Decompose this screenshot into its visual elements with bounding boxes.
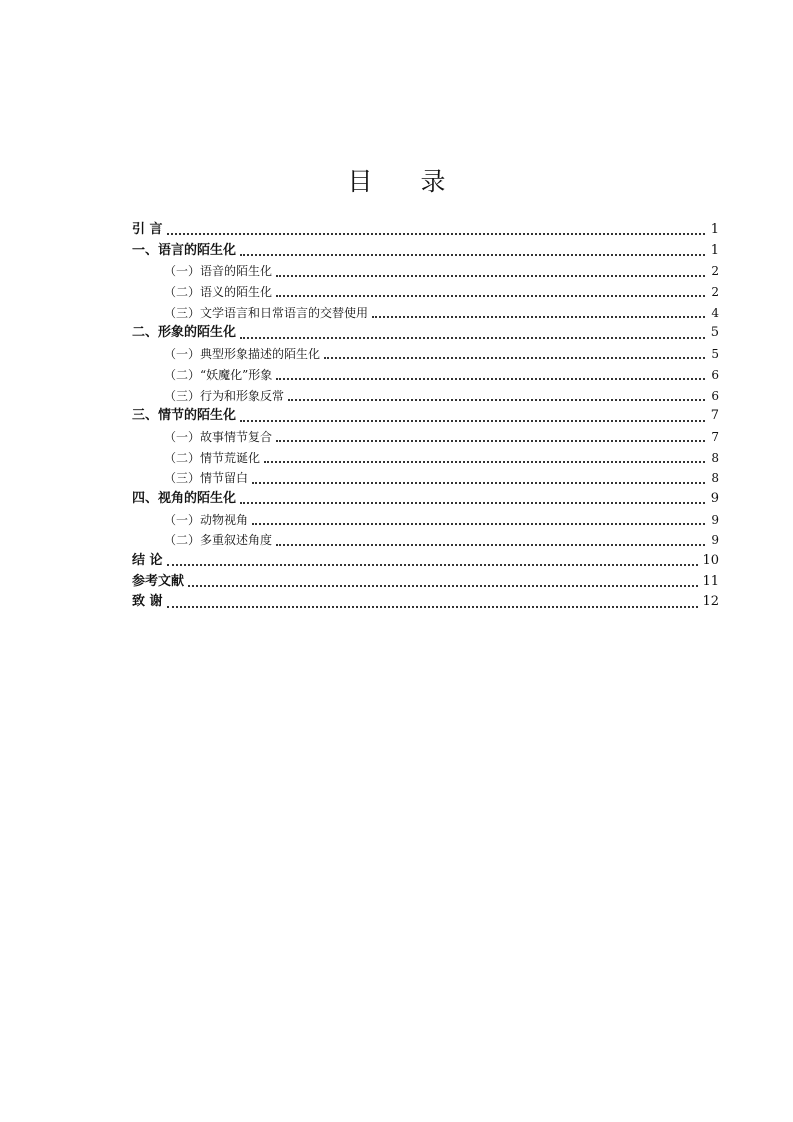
toc-entry bbox=[132, 406, 719, 427]
toc-entry-label: （二）情节荒诞化 bbox=[164, 450, 261, 465]
toc-entry bbox=[132, 386, 719, 407]
toc-entry bbox=[132, 448, 719, 469]
toc-leader-dots bbox=[276, 544, 705, 546]
toc-leader-dots bbox=[240, 337, 705, 339]
toc-entry-label: （二）语义的陌生化 bbox=[164, 285, 273, 300]
toc-leader-dots bbox=[264, 461, 705, 463]
toc-entry bbox=[132, 344, 719, 365]
toc-leader-dots bbox=[240, 502, 705, 504]
toc-entry-label: 致 谢 bbox=[132, 594, 163, 610]
toc-entry-label: 引 言 bbox=[132, 222, 163, 237]
toc-entry-label: （一）动物视角 bbox=[164, 512, 249, 527]
toc-entry-label: 参考文献 bbox=[132, 573, 185, 589]
toc-entry-label: （一）典型形象描述的陌生化 bbox=[164, 347, 321, 362]
toc-leader-dots bbox=[276, 275, 705, 277]
toc-leader-dots bbox=[240, 420, 705, 422]
toc-entry-page: 6 bbox=[711, 367, 719, 382]
toc-entry bbox=[132, 282, 719, 303]
toc-leader-dots bbox=[167, 606, 699, 608]
toc-entry bbox=[132, 365, 719, 386]
toc-entry-label: （一）语音的陌生化 bbox=[164, 264, 273, 279]
toc-title: 目 录 bbox=[347, 167, 466, 196]
toc-entry-page: 4 bbox=[711, 305, 719, 320]
toc-entry-label: 四、视角的陌生化 bbox=[132, 490, 237, 506]
toc-entry-page: 12 bbox=[702, 594, 719, 610]
toc-leader-dots bbox=[288, 399, 705, 401]
table-of-contents bbox=[132, 220, 719, 613]
toc-leader-dots bbox=[276, 295, 705, 297]
toc-entry-label: 三、情节的陌生化 bbox=[132, 408, 237, 424]
toc-entry-label: （三）情节留白 bbox=[164, 471, 249, 486]
toc-entry-page: 5 bbox=[710, 325, 719, 341]
toc-entry-page: 2 bbox=[711, 285, 719, 300]
toc-entry bbox=[132, 323, 719, 344]
toc-entry bbox=[132, 468, 719, 489]
toc-entry bbox=[132, 241, 719, 262]
toc-entry-page: 1 bbox=[710, 222, 719, 237]
toc-leader-dots bbox=[372, 316, 705, 318]
toc-entry bbox=[132, 489, 719, 510]
toc-entry bbox=[132, 427, 719, 448]
toc-leader-dots bbox=[252, 482, 705, 484]
toc-entry bbox=[132, 510, 719, 531]
toc-entry-page: 7 bbox=[711, 429, 719, 444]
toc-entry bbox=[132, 530, 719, 551]
toc-entry-page: 9 bbox=[710, 490, 719, 506]
toc-entry-page: 11 bbox=[702, 573, 719, 589]
toc-entry-label: （二）“妖魔化”形象 bbox=[164, 367, 273, 382]
toc-entry-page: 7 bbox=[710, 408, 719, 424]
toc-leader-dots bbox=[167, 564, 699, 566]
toc-entry-page: 2 bbox=[711, 264, 719, 279]
toc-leader-dots bbox=[276, 378, 705, 380]
toc-entry-label: （三）文学语言和日常语言的交替使用 bbox=[164, 305, 369, 320]
toc-leader-dots bbox=[188, 585, 698, 587]
toc-entry bbox=[132, 572, 719, 593]
toc-entry bbox=[132, 551, 719, 572]
toc-entry bbox=[132, 220, 719, 241]
toc-entry bbox=[132, 592, 719, 613]
toc-entry-page: 9 bbox=[711, 512, 719, 527]
toc-entry-label: （三）行为和形象反常 bbox=[164, 388, 285, 403]
toc-leader-dots bbox=[324, 357, 705, 359]
toc-leader-dots bbox=[252, 523, 705, 525]
toc-entry-label: （二）多重叙述角度 bbox=[164, 533, 273, 548]
toc-leader-dots bbox=[276, 440, 705, 442]
toc-leader-dots bbox=[240, 254, 705, 256]
toc-entry bbox=[132, 261, 719, 282]
toc-entry-page: 8 bbox=[711, 450, 719, 465]
toc-leader-dots bbox=[167, 233, 705, 235]
toc-entry-page: 5 bbox=[711, 347, 719, 362]
toc-entry-page: 10 bbox=[702, 553, 719, 568]
toc-entry-label: 一、语言的陌生化 bbox=[132, 242, 237, 258]
toc-entry-label: 二、形象的陌生化 bbox=[132, 325, 237, 341]
toc-entry-label: （一）故事情节复合 bbox=[164, 429, 273, 444]
toc-entry bbox=[132, 303, 719, 324]
toc-entry-page: 9 bbox=[711, 533, 719, 548]
toc-entry-page: 8 bbox=[711, 471, 719, 486]
toc-entry-page: 6 bbox=[711, 388, 719, 403]
toc-entry-label: 结 论 bbox=[132, 553, 163, 568]
toc-entry-page: 1 bbox=[710, 242, 719, 258]
